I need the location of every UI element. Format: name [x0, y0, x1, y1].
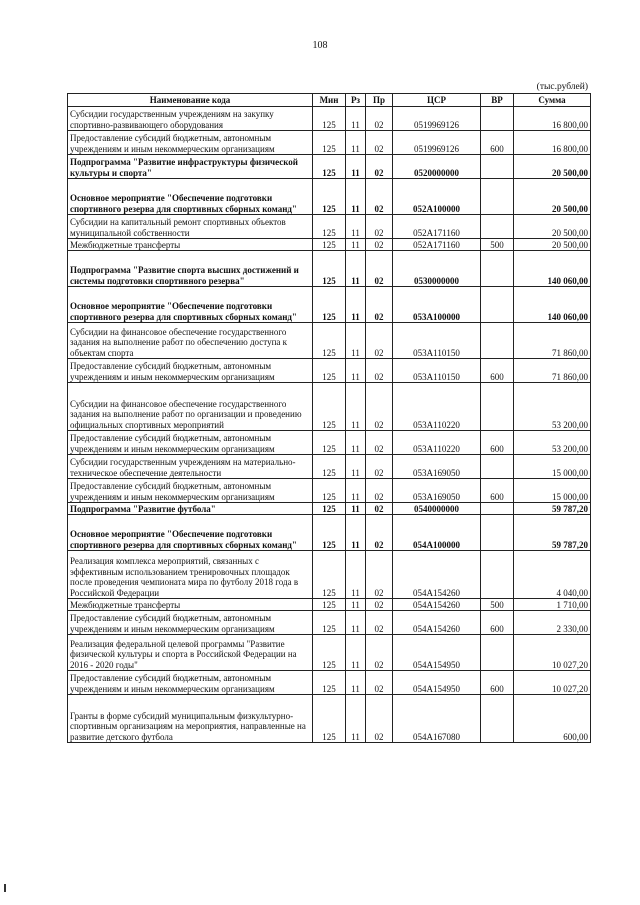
cell-csr: 054А100000: [393, 515, 481, 551]
cell-rz: 11: [346, 179, 366, 215]
cell-min: 125: [313, 107, 346, 131]
cell-sum: 53 200,00: [514, 383, 591, 431]
cell-sum: 20 500,00: [514, 215, 591, 239]
cell-pr: 02: [366, 323, 393, 359]
cell-pr: 02: [366, 287, 393, 323]
cell-csr: 053А110220: [393, 383, 481, 431]
cell-min: 125: [313, 155, 346, 179]
cell-vr: [481, 215, 514, 239]
cell-pr: 02: [366, 179, 393, 215]
cell-pr: 02: [366, 215, 393, 239]
cell-rz: 11: [346, 215, 366, 239]
cell-rz: 11: [346, 131, 366, 155]
header-rz: Рз: [346, 94, 366, 107]
cell-pr: 02: [366, 107, 393, 131]
cell-name: Предоставление субсидий бюджетным, автономным учреждениям и иным некоммерческим организациям: [68, 479, 313, 503]
cell-rz: 11: [346, 359, 366, 383]
table-row: [68, 671, 591, 695]
cell-name: Межбюджетные трансферты: [68, 239, 313, 251]
cell-rz: 11: [346, 479, 366, 503]
cell-csr: 0520000000: [393, 155, 481, 179]
cell-csr: 053А100000: [393, 287, 481, 323]
cell-name: Основное мероприятие "Обеспечение подготовки спортивного резерва для спортивных сборных команд": [68, 179, 313, 215]
margin-mark: [4, 884, 6, 892]
cell-name: Реализация комплекса мероприятий, связанных с эффективным использованием тренировочных площадок после проведения чемпионата мира по футболу 2018 года в Российской Федерации: [68, 551, 313, 599]
cell-pr: 02: [366, 383, 393, 431]
cell-name: Основное мероприятие "Обеспечение подготовки спортивного резерва для спортивных сборных команд": [68, 515, 313, 551]
cell-sum: 71 860,00: [514, 323, 591, 359]
cell-pr: 02: [366, 695, 393, 743]
cell-pr: 02: [366, 503, 393, 515]
cell-csr: 054А154260: [393, 611, 481, 635]
cell-rz: 11: [346, 599, 366, 611]
header-name: Наименование кода: [68, 94, 313, 107]
header-csr: ЦСР: [393, 94, 481, 107]
cell-vr: 500: [481, 239, 514, 251]
cell-sum: 600,00: [514, 695, 591, 743]
cell-name: Гранты в форме субсидий муниципальным физкультурно-спортивным организациям на мероприятия, направленные на развитие детского футбола: [68, 695, 313, 743]
cell-name: Субсидии государственным учреждениям на закупку спортивно-развивающего оборудования: [68, 107, 313, 131]
cell-min: 125: [313, 671, 346, 695]
cell-min: 125: [313, 383, 346, 431]
cell-csr: 052А171160: [393, 215, 481, 239]
cell-rz: 11: [346, 431, 366, 455]
cell-vr: [481, 455, 514, 479]
cell-sum: 10 027,20: [514, 635, 591, 671]
cell-vr: [481, 515, 514, 551]
cell-csr: 053А169050: [393, 479, 481, 503]
table-row: [68, 431, 591, 455]
cell-vr: [481, 179, 514, 215]
cell-csr: 052А171160: [393, 239, 481, 251]
cell-pr: 02: [366, 251, 393, 287]
table-row: [68, 131, 591, 155]
units-label: (тыс.рублей): [536, 82, 588, 92]
cell-min: 125: [313, 635, 346, 671]
cell-rz: 11: [346, 635, 366, 671]
cell-min: 125: [313, 695, 346, 743]
cell-min: 125: [313, 479, 346, 503]
cell-sum: 53 200,00: [514, 431, 591, 455]
cell-pr: 02: [366, 479, 393, 503]
cell-vr: [481, 287, 514, 323]
cell-min: 125: [313, 179, 346, 215]
header-sum: Сумма: [514, 94, 591, 107]
cell-rz: 11: [346, 671, 366, 695]
header-vr: ВР: [481, 94, 514, 107]
cell-rz: 11: [346, 287, 366, 323]
cell-rz: 11: [346, 251, 366, 287]
header-pr: Пр: [366, 94, 393, 107]
cell-csr: 0540000000: [393, 503, 481, 515]
cell-name: Субсидии на финансовое обеспечение государственного задания на выполнение работ по обеспечению доступа к объектам спорта: [68, 323, 313, 359]
cell-min: 125: [313, 239, 346, 251]
cell-min: 125: [313, 503, 346, 515]
cell-name: Предоставление субсидий бюджетным, автономным учреждениям и иным некоммерческим организациям: [68, 131, 313, 155]
cell-vr: [481, 383, 514, 431]
table-row: [68, 455, 591, 479]
table-row: [68, 611, 591, 635]
cell-vr: [481, 635, 514, 671]
cell-sum: 20 500,00: [514, 239, 591, 251]
cell-name: Субсидии государственным учреждениям на материально-техническое обеспечение деятельности: [68, 455, 313, 479]
cell-csr: 054А167080: [393, 695, 481, 743]
cell-sum: 20 500,00: [514, 179, 591, 215]
cell-pr: 02: [366, 455, 393, 479]
table-row: [68, 239, 591, 251]
table-row: [68, 383, 591, 431]
cell-name: Предоставление субсидий бюджетным, автономным учреждениям и иным некоммерческим организациям: [68, 359, 313, 383]
cell-csr: 053А110220: [393, 431, 481, 455]
table-row: [68, 251, 591, 287]
table-row: [68, 287, 591, 323]
cell-rz: 11: [346, 503, 366, 515]
cell-vr: [481, 251, 514, 287]
cell-name: Основное мероприятие "Обеспечение подготовки спортивного резерва для спортивных сборных команд": [68, 287, 313, 323]
cell-vr: 600: [481, 131, 514, 155]
table-row: [68, 695, 591, 743]
cell-sum: 59 787,20: [514, 515, 591, 551]
cell-pr: 02: [366, 551, 393, 599]
cell-name: Предоставление субсидий бюджетным, автономным учреждениям и иным некоммерческим организациям: [68, 611, 313, 635]
table-row: [68, 323, 591, 359]
cell-min: 125: [313, 359, 346, 383]
table-row: [68, 503, 591, 515]
cell-pr: 02: [366, 131, 393, 155]
table-row: [68, 635, 591, 671]
cell-vr: 600: [481, 431, 514, 455]
cell-pr: 02: [366, 431, 393, 455]
cell-csr: 054А154260: [393, 551, 481, 599]
cell-csr: 054А154260: [393, 599, 481, 611]
cell-rz: 11: [346, 455, 366, 479]
cell-sum: 20 500,00: [514, 155, 591, 179]
cell-csr: 0530000000: [393, 251, 481, 287]
cell-sum: 16 800,00: [514, 131, 591, 155]
cell-vr: 500: [481, 599, 514, 611]
table-row: [68, 215, 591, 239]
cell-min: 125: [313, 323, 346, 359]
cell-sum: 15 000,00: [514, 455, 591, 479]
table-row: [68, 479, 591, 503]
cell-pr: 02: [366, 239, 393, 251]
cell-rz: 11: [346, 107, 366, 131]
cell-csr: 054А154950: [393, 671, 481, 695]
cell-sum: 2 330,00: [514, 611, 591, 635]
cell-csr: 052А100000: [393, 179, 481, 215]
budget-table: [67, 93, 591, 743]
cell-rz: 11: [346, 383, 366, 431]
header-min: Мин: [313, 94, 346, 107]
cell-name: Предоставление субсидий бюджетным, автономным учреждениям и иным некоммерческим организациям: [68, 431, 313, 455]
cell-name: Подпрограмма "Развитие спорта высших достижений и системы подготовки спортивного резерва": [68, 251, 313, 287]
cell-rz: 11: [346, 695, 366, 743]
cell-min: 125: [313, 515, 346, 551]
cell-min: 125: [313, 611, 346, 635]
cell-min: 125: [313, 251, 346, 287]
cell-name: Межбюджетные трансферты: [68, 599, 313, 611]
cell-name: Реализация федеральной целевой программы "Развитие физической культуры и спорта в Российской Федерации на 2016 - 2020 годы": [68, 635, 313, 671]
cell-pr: 02: [366, 635, 393, 671]
cell-vr: 600: [481, 479, 514, 503]
cell-vr: 600: [481, 359, 514, 383]
table-row: [68, 107, 591, 131]
table-row: [68, 599, 591, 611]
cell-csr: 053А110150: [393, 323, 481, 359]
cell-csr: 0519969126: [393, 107, 481, 131]
cell-sum: 15 000,00: [514, 479, 591, 503]
cell-min: 125: [313, 215, 346, 239]
cell-vr: [481, 695, 514, 743]
table-row: [68, 179, 591, 215]
cell-sum: 140 060,00: [514, 287, 591, 323]
cell-rz: 11: [346, 155, 366, 179]
table-row: [68, 515, 591, 551]
cell-min: 125: [313, 551, 346, 599]
cell-sum: 4 040,00: [514, 551, 591, 599]
cell-pr: 02: [366, 599, 393, 611]
cell-sum: 140 060,00: [514, 251, 591, 287]
cell-rz: 11: [346, 239, 366, 251]
cell-name: Подпрограмма "Развитие инфраструктуры физической культуры и спорта": [68, 155, 313, 179]
cell-min: 125: [313, 455, 346, 479]
cell-csr: 053А110150: [393, 359, 481, 383]
cell-vr: 600: [481, 671, 514, 695]
cell-name: Предоставление субсидий бюджетным, автономным учреждениям и иным некоммерческим организациям: [68, 671, 313, 695]
header-row: [68, 94, 591, 107]
table-row: [68, 359, 591, 383]
cell-sum: 59 787,20: [514, 503, 591, 515]
cell-vr: [481, 107, 514, 131]
cell-sum: 71 860,00: [514, 359, 591, 383]
cell-pr: 02: [366, 671, 393, 695]
cell-name: Субсидии на финансовое обеспечение государственного задания на выполнение работ по организации и проведению официальных спортивных мероприятий: [68, 383, 313, 431]
cell-pr: 02: [366, 359, 393, 383]
cell-sum: 1 710,00: [514, 599, 591, 611]
cell-vr: [481, 323, 514, 359]
cell-vr: 600: [481, 611, 514, 635]
cell-rz: 11: [346, 323, 366, 359]
cell-min: 125: [313, 599, 346, 611]
cell-rz: 11: [346, 515, 366, 551]
cell-pr: 02: [366, 515, 393, 551]
cell-rz: 11: [346, 551, 366, 599]
cell-rz: 11: [346, 611, 366, 635]
cell-pr: 02: [366, 155, 393, 179]
cell-pr: 02: [366, 611, 393, 635]
cell-sum: 10 027,20: [514, 671, 591, 695]
table-row: [68, 551, 591, 599]
cell-vr: [481, 551, 514, 599]
cell-name: Подпрограмма "Развитие футбола": [68, 503, 313, 515]
cell-vr: [481, 503, 514, 515]
cell-csr: 0519969126: [393, 131, 481, 155]
page-number: 108: [312, 40, 328, 51]
cell-min: 125: [313, 131, 346, 155]
cell-sum: 16 800,00: [514, 107, 591, 131]
cell-min: 125: [313, 431, 346, 455]
table-row: [68, 155, 591, 179]
cell-name: Субсидии на капитальный ремонт спортивных объектов муниципальной собственности: [68, 215, 313, 239]
cell-vr: [481, 155, 514, 179]
cell-min: 125: [313, 287, 346, 323]
cell-csr: 054А154950: [393, 635, 481, 671]
cell-csr: 053А169050: [393, 455, 481, 479]
